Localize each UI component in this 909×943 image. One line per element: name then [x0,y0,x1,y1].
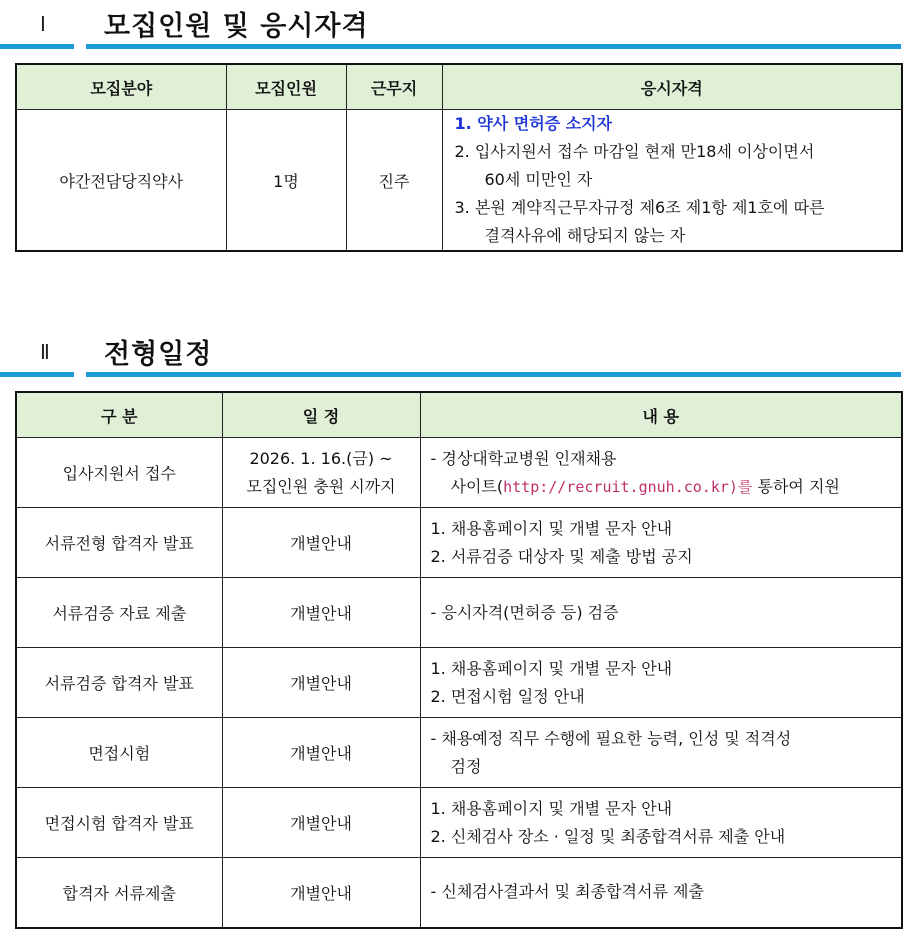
content-line: 1. 채용홈페이지 및 개별 문자 안내 [430,518,673,538]
qualification-line: 60세 미만인 자 [484,170,593,189]
section2-bar-right [86,372,901,377]
content-line: - 경상대학교병원 인재채용 [430,448,617,468]
category-cell: 서류검증 자료 제출 [16,578,222,648]
qualification-line: 3. 본원 계약직근무자규정 제6조 제1항 제1호에 따른 [454,198,825,217]
content-cell [420,438,902,508]
header-schedule: 일 정 [222,392,420,438]
count-cell: 1명 [226,110,346,252]
section2-bar-left [0,372,74,377]
content-cell [420,578,902,648]
content-line: 2. 면접시험 일정 안내 [430,686,585,706]
category-cell: 입사지원서 접수 [16,438,222,508]
table-row [16,648,902,718]
header-content: 내 용 [420,392,902,438]
schedule-table-header [16,392,902,438]
location-cell: 진주 [346,110,442,252]
content-cell [420,648,902,718]
schedule-cell: 개별안내 [222,858,420,928]
table-row [16,788,902,858]
schedule-cell: 개별안내 [222,718,420,788]
table-row [16,578,902,648]
table-row [16,858,902,928]
section1-bar-left [0,44,74,49]
recruitment-table [15,63,903,252]
schedule-cell: 개별안내 [222,648,420,718]
schedule-line: 2026. 1. 16.(금) ~ [249,448,393,468]
schedule-table [15,391,903,929]
content-cell [420,858,902,928]
recruitment-table-header [16,64,902,110]
content-line [421,473,902,501]
section2-number: Ⅱ [40,340,50,364]
section2-title: 전형일정 [104,339,213,370]
category-cell: 합격자 서류제출 [16,858,222,928]
table-row [16,508,902,578]
content-line: 1. 채용홈페이지 및 개별 문자 안내 [430,798,673,818]
qualification-line: 2. 입사지원서 접수 마감일 현재 만18세 이상이면서 [454,142,815,161]
category-cell: 서류검증 합격자 발표 [16,648,222,718]
qualification-line: 결격사유에 해당되지 않는 자 [484,226,686,245]
header-count: 모집인원 [226,64,346,110]
content-suffix: 통하여 지원 [752,476,840,496]
section2-header [0,332,909,392]
content-line: 2. 신체검사 장소 · 일정 및 최종합격서류 제출 안내 [430,826,786,846]
table-row [16,110,902,252]
content-line: 1. 채용홈페이지 및 개별 문자 안내 [430,658,673,678]
section1-number: Ⅰ [40,12,46,36]
content-prefix: 사이트( [450,476,504,496]
schedule-cell: 개별안내 [222,578,420,648]
content-line: - 채용예정 직무 수행에 필요한 능력, 인성 및 적격성 [430,728,792,748]
category-cell: 면접시험 합격자 발표 [16,788,222,858]
header-location: 근무지 [346,64,442,110]
header-category: 구 분 [16,392,222,438]
recruit-site-link[interactable]: http://recruit.gnuh.co.kr)를 [503,477,753,496]
content-cell [420,718,902,788]
content-cell [420,508,902,578]
header-qualification: 응시자격 [442,64,902,110]
table-row [16,438,902,508]
section1-header [0,4,909,64]
category-cell: 면접시험 [16,718,222,788]
content-line: 2. 서류검증 대상자 및 제출 방법 공지 [430,546,693,566]
table-row [16,718,902,788]
qualification-line: 1. 약사 면허증 소지자 [454,114,613,133]
section1-title: 모집인원 및 응시자격 [104,11,369,42]
content-line: 검정 [450,756,482,776]
field-cell: 야간전담당직약사 [16,110,226,252]
section1-bar-right [86,44,901,49]
header-field: 모집분야 [16,64,226,110]
content-line: - 응시자격(면허증 등) 검증 [430,602,619,622]
schedule-cell: 개별안내 [222,508,420,578]
schedule-line: 모집인원 충원 시까지 [246,476,396,496]
content-cell [420,788,902,858]
schedule-cell [222,438,420,508]
category-cell: 서류전형 합격자 발표 [16,508,222,578]
qualification-cell [442,110,902,252]
content-line: - 신체검사결과서 및 최종합격서류 제출 [430,882,704,902]
schedule-cell: 개별안내 [222,788,420,858]
